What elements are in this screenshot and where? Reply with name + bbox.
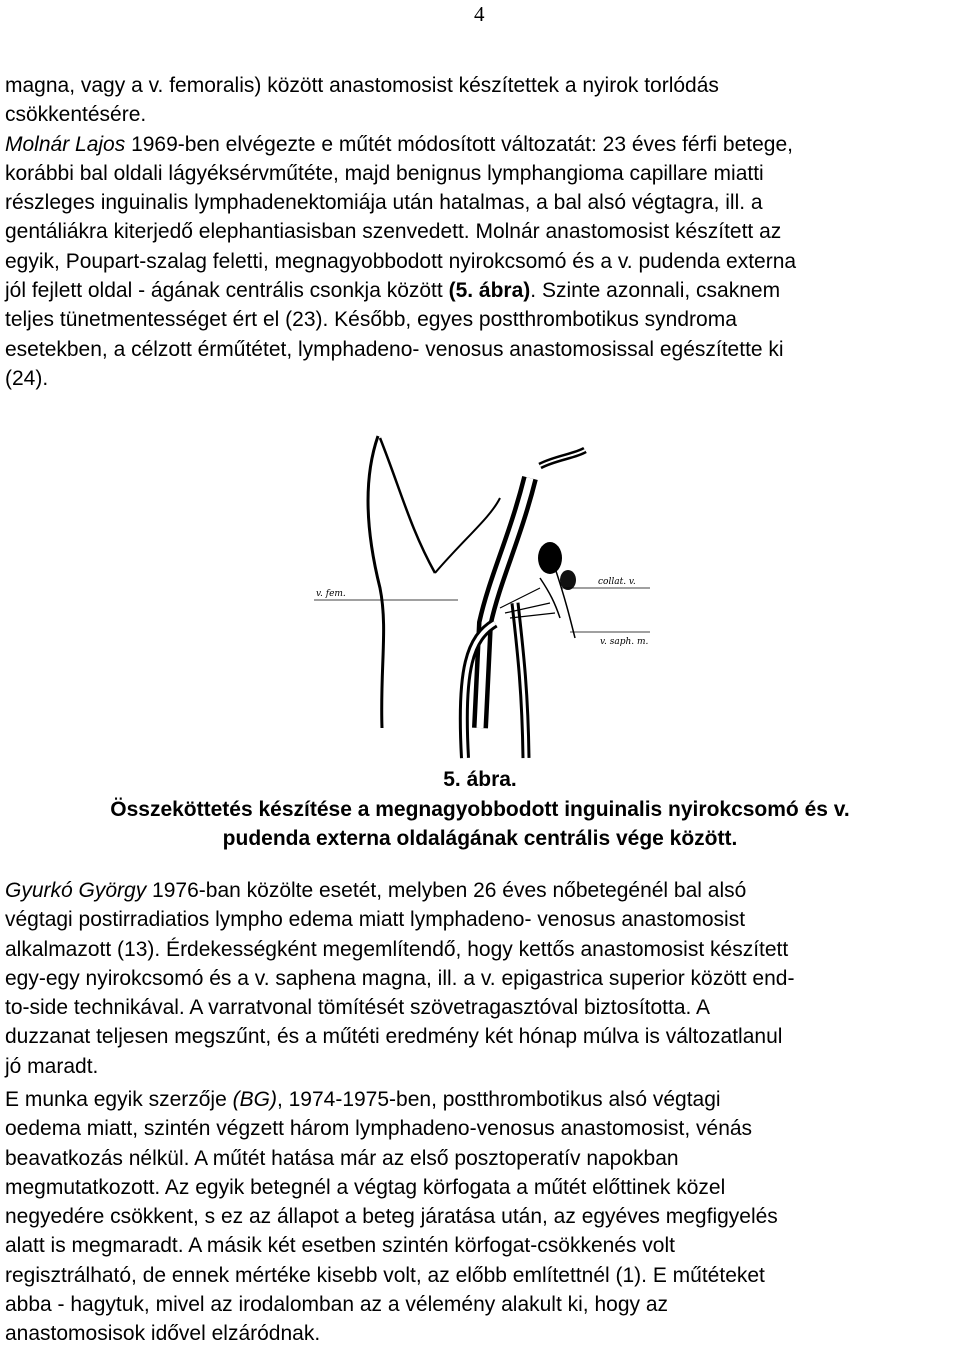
figure-reference: (5. ábra) (448, 279, 531, 303)
anatomical-drawing (300, 428, 650, 768)
figure-caption-line: pudenda externa oldalágának centrális vége között. (222, 827, 738, 850)
author-name: Gyurkó György (5, 879, 147, 902)
paragraph-text: , 1974-1975-ben, postthrombotikus alsó végtagi oedema miatt, szintén végzett három lymphadeno-venosus anastomosist, vénás beavatkozás nélkül. A műtét hatása már az első posztoperatív napokban megmutatkozott. Az egyik betegnél a végtag körfogata a műtét előttinek közel negyedére csökkent, s ez az állapot a beteg járatása után, az egyéves megfigyelés alatt is megmaradt. A másik két esetben szintén körfogat-csökkenés volt regisztrálható, de ennek mértéke kisebb volt, az előbb említettnél (1). E műtéteket abba - hagytuk, mivel az irodalomban az a vélemény alakult ki, hogy az anastomosisok idővel elzáródnak. (5, 1088, 778, 1346)
paragraph-text: magna, vagy a v. femoralis) között anastomosist készítettek a nyirok torlódás csökkentésére. (5, 74, 719, 127)
page-number: 4 (474, 2, 485, 26)
author-initials: (BG) (232, 1088, 277, 1111)
paragraph-text: 1976-ban közölte esetét, melyben 26 éves nőbetegénél bal alsó végtagi postirradiatios lympho edema miatt lymphadeno- venosus anastomosist alkalmazott (13). Érdekességként megemlítendő, hogy kettős anastomosist készített egy-egy nyirokcsomó és a v. saphena magna, ill. a v. epigastrica superior között end- to-side technikával. A varratvonal tömítését szövetragasztóval biztosította. A duzzanat teljesen megszűnt, és a műtéti eredmény két hónap múlva is változatlanul jó maradt. (5, 879, 795, 1078)
paragraph-bg (5, 1085, 955, 1349)
figure-caption-number: 5. ábra. (443, 768, 517, 791)
figure-illustration (300, 428, 650, 768)
paragraph-molnar (5, 71, 955, 393)
label-collat-v: collat. v. (598, 577, 636, 587)
label-v-saph-m: v. saph. m. (600, 637, 649, 647)
paragraph-text: E munka egyik szerzője (5, 1088, 233, 1111)
label-v-fem: v. fem. (316, 589, 346, 599)
paragraph-gyurko (5, 876, 955, 1081)
paragraph-text: . Szinte azonnali, csaknem teljes tünetmentességet ért el (23). Később, egyes postthrombotikus syndroma esetekben, a célzott érműtétet, lymphadeno- venosus anastomosissal egészítette ki (24). (5, 279, 784, 390)
author-name: Molnár Lajos (5, 132, 126, 156)
paragraph-text: 1969-ben elvégezte e műtét módosított változatát: 23 éves férfi betege, korábbi bal oldali lágyéksérvműtéte, majd benignus lymphangioma capillare miatti részleges inguinalis lymphadenektomiája után hatalmas, a bal alsó végtagra, ill. a gentáliákra kiterjedő elephantiasisban szenvedett. Molnár anastomosist készített az egyik, Poupart-szalag feletti, megnagyobbodott nyirokcsomó és a v. pudenda externa jól fejlett oldal - ágának centrális csonkja között (5, 132, 797, 303)
figure-caption-line: Összeköttetés készítése a megnagyobbodott inguinalis nyirokcsomó és v. (110, 798, 850, 821)
